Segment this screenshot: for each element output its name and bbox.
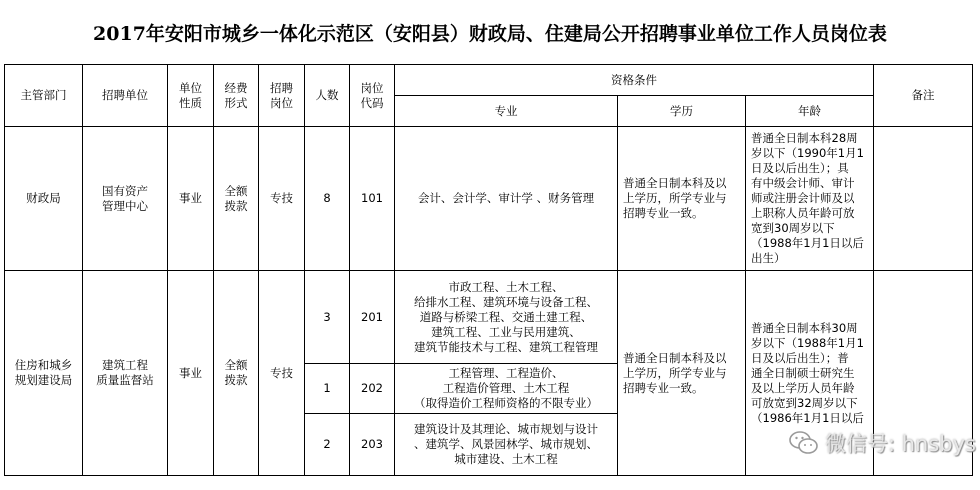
recruitment-table [4, 64, 973, 476]
cell-count: 1 [305, 364, 350, 414]
header-code: 岗位 代码 [350, 65, 395, 127]
table-row [5, 271, 973, 364]
header-major: 专业 [395, 96, 618, 127]
table-row [5, 127, 973, 271]
cell-funding: 全额 拨款 [214, 271, 259, 476]
cell-major: 建筑设计及其理论、城市规划与设计 、建筑学、风景园林学、城市规划、 城市建设、土木工程 [395, 414, 618, 476]
cell-unit: 国有资产 管理中心 [83, 127, 168, 271]
cell-code: 203 [350, 414, 395, 476]
cell-code: 201 [350, 271, 395, 364]
cell-education: 普通全日制本科及以 上学历，所学专业与 招聘专业一致。 [618, 271, 746, 476]
cell-post: 专技 [259, 271, 305, 476]
header-education: 学历 [618, 96, 746, 127]
cell-major: 会计、会计学、审计学 、财务管理 [395, 127, 618, 271]
header-unit: 招聘单位 [83, 65, 168, 127]
cell-age: 普通全日制本科30周 岁以下（1988年1月1 日及以后出生）；普 通全日制硕士研究生 及以上学历人员年龄 可放宽到32周岁以下 （1986年1月1日以后 [746, 271, 874, 476]
header-post: 招聘 岗位 [259, 65, 305, 127]
header-count: 人数 [305, 65, 350, 127]
cell-age: 普通全日制本科28周 岁以下（1990年1月1 日及以后出生）；具 有中级会计师、审计 师或注册会计师及以 上职称人员年龄可放 宽到30周岁以下 （1988年1月1日以后 出生） [746, 127, 874, 271]
cell-major: 市政工程、土木工程、 给排水工程、建筑环境与设备工程、 道路与桥梁工程、交通土建工程、 建筑工程、工业与民用建筑、 建筑节能技术与工程、建筑工程管理 [395, 271, 618, 364]
cell-nature: 事业 [168, 271, 214, 476]
cell-unit: 建筑工程 质量监督站 [83, 271, 168, 476]
header-funding: 经费 形式 [214, 65, 259, 127]
header-remarks: 备注 [874, 65, 973, 127]
cell-count: 8 [305, 127, 350, 271]
cell-dept: 住房和城乡 规划建设局 [5, 271, 83, 476]
cell-funding: 全额 拨款 [214, 127, 259, 271]
cell-education: 普通全日制本科及以 上学历，所学专业与 招聘专业一致。 [618, 127, 746, 271]
cell-code: 202 [350, 364, 395, 414]
cell-dept: 财政局 [5, 127, 83, 271]
cell-count: 3 [305, 271, 350, 364]
header-dept: 主管部门 [5, 65, 83, 127]
cell-major: 工程管理、工程造价、 工程造价管理、土木工程 （取得造价工程师资格的不限专业） [395, 364, 618, 414]
header-nature: 单位 性质 [168, 65, 214, 127]
watermark-text: 微信号: hnsbys [824, 432, 976, 456]
cell-post: 专技 [259, 127, 305, 271]
header-age: 年龄 [746, 96, 874, 127]
cell-remarks [874, 127, 973, 271]
header-qualifications: 资格条件 [395, 65, 874, 96]
page-title: 2017年安阳市城乡一体化示范区（安阳县）财政局、住建局公开招聘事业单位工作人员岗位表 [93, 22, 887, 45]
cell-count: 2 [305, 414, 350, 476]
cell-nature: 事业 [168, 127, 214, 271]
header-row [5, 65, 973, 96]
cell-code: 101 [350, 127, 395, 271]
cell-remarks [874, 271, 973, 476]
